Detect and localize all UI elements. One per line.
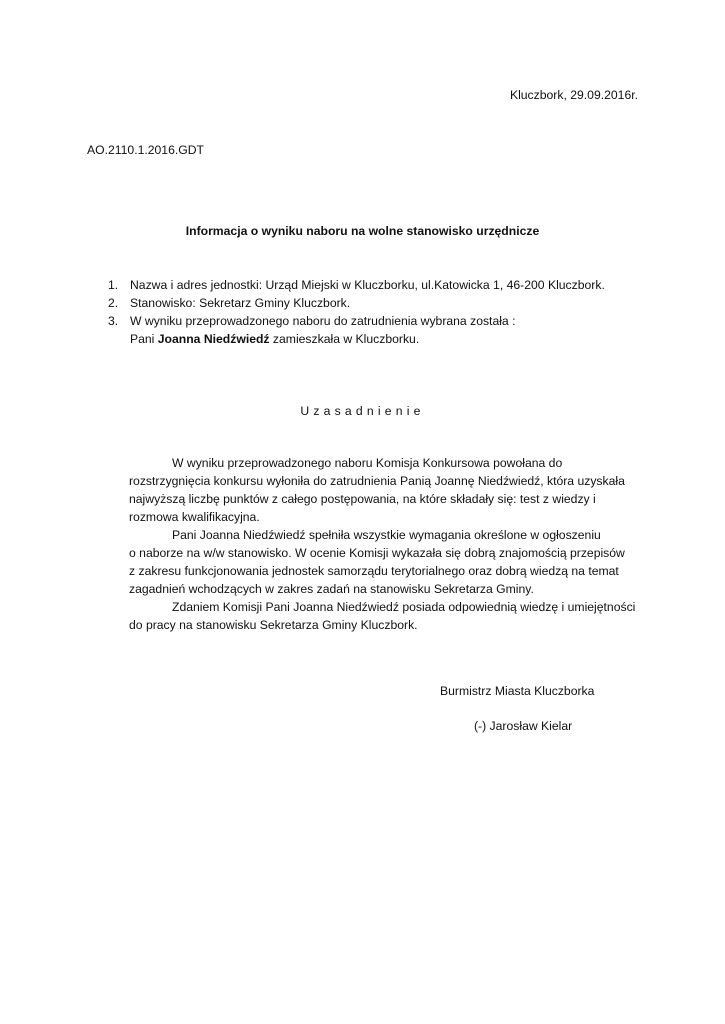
body-line: zagadnień wchodzących w zakres zadań na stanowisku Sekretarza Gminy. (129, 582, 534, 596)
body-line: o naborze na w/w stanowisko. W ocenie Komisji wykazała się dobrą znajomością przepisów (129, 546, 625, 560)
candidate-suffix: zamieszkała w Kluczborku. (269, 332, 420, 346)
candidate-name: Joanna Niedźwiedź (157, 332, 270, 346)
list-number: 1. (108, 278, 119, 292)
list-number: 2. (108, 296, 119, 310)
body-line: Zdaniem Komisji Pani Joanna Niedźwiedź posiada odpowiednią wiedzę i umiejętności (172, 600, 636, 614)
list-text: Nazwa i adres jednostki: Urząd Miejski w Kluczborku, ul.Katowicka 1, 46-200 Kluczbork. (130, 278, 605, 292)
justification-heading: Uzasadnienie (300, 404, 425, 418)
candidate-prefix: Pani (130, 332, 158, 346)
signatory-name: (-) Jarosław Kielar (474, 719, 573, 733)
body-line: Pani Joanna Niedźwiedź spełniła wszystkie wymagania określone w ogłoszeniu (172, 528, 601, 542)
list-number: 3. (108, 314, 119, 328)
body-line: do pracy na stanowisku Sekretarza Gminy Kluczbork. (129, 618, 418, 632)
selected-candidate-line (130, 330, 419, 348)
signatory-title: Burmistrz Miasta Kluczborka (440, 684, 595, 698)
body-line: z zakresu funkcjonowania jednostek samorządu terytorialnego oraz dobrą wiedzą na temat (129, 564, 619, 578)
document-title: Informacja o wyniku naboru na wolne stanowisko urzędnicze (185, 224, 540, 238)
body-line: rozmowa kwalifikacyjna. (129, 510, 260, 524)
list-text: Stanowisko: Sekretarz Gminy Kluczbork. (130, 296, 351, 310)
justification-body (129, 454, 636, 634)
body-line: W wyniku przeprowadzonego naboru Komisja Konkursowa powołana do (172, 456, 563, 470)
reference-number: AO.2110.1.2016.GDT (87, 143, 204, 157)
list-text: W wyniku przeprowadzonego naboru do zatrudnienia wybrana została : (130, 314, 516, 328)
place-date: Kluczbork, 29.09.2016r. (509, 88, 638, 102)
body-line: rozstrzygnięcia konkursu wyłoniła do zatrudnienia Panią Joannę Niedźwiedź, która uzyskała (129, 474, 625, 488)
body-line: najwyższą liczbę punktów z całego postępowania, na które składały się: test z wiedzy i (129, 492, 596, 506)
